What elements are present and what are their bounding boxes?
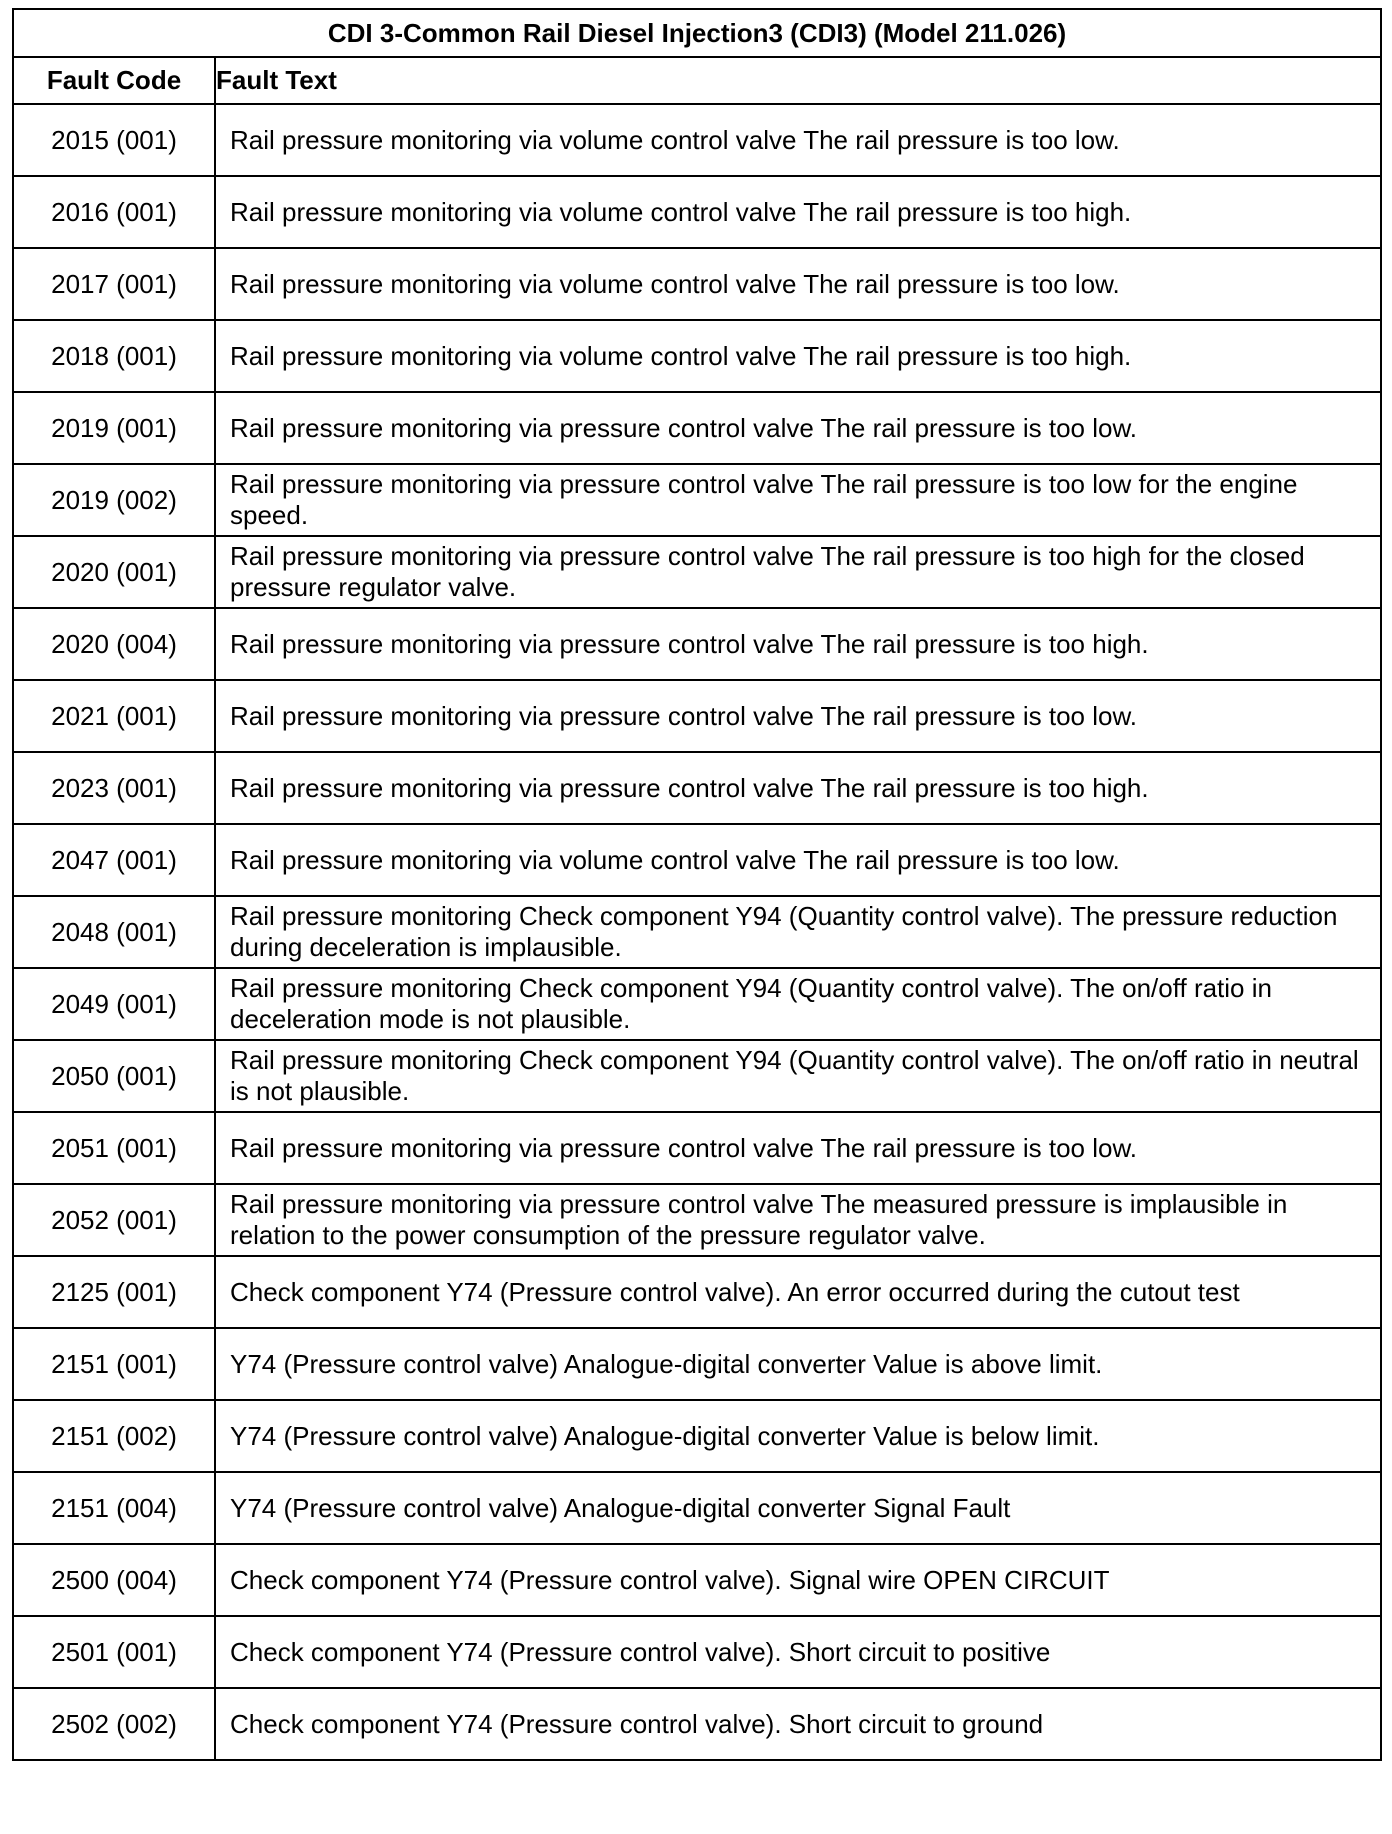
table-row <box>13 608 1381 680</box>
fault-text-cell: Check component Y74 (Pressure control valve). Short circuit to positive <box>215 1616 1381 1688</box>
fault-text-cell: Rail pressure monitoring via volume control valve The rail pressure is too low. <box>215 104 1381 176</box>
fault-text-cell: Rail pressure monitoring Check component Y94 (Quantity control valve). The pressure reduction during deceleration is implausible. <box>215 896 1381 968</box>
table-row <box>13 896 1381 968</box>
fault-code-table <box>12 8 1382 1761</box>
fault-code-cell: 2125 (001) <box>13 1256 215 1328</box>
table-row <box>13 1184 1381 1256</box>
fault-text-cell: Rail pressure monitoring via pressure control valve The rail pressure is too high for the closed pressure regulator valve. <box>215 536 1381 608</box>
table-body <box>13 104 1381 1760</box>
table-row <box>13 1328 1381 1400</box>
table-row <box>13 752 1381 824</box>
fault-text-cell: Rail pressure monitoring via pressure control valve The rail pressure is too high. <box>215 752 1381 824</box>
fault-code-cell: 2151 (004) <box>13 1472 215 1544</box>
fault-code-cell: 2052 (001) <box>13 1184 215 1256</box>
fault-code-cell: 2047 (001) <box>13 824 215 896</box>
fault-code-cell: 2048 (001) <box>13 896 215 968</box>
fault-text-cell: Y74 (Pressure control valve) Analogue-digital converter Value is below limit. <box>215 1400 1381 1472</box>
fault-text-cell: Rail pressure monitoring via pressure control valve The rail pressure is too low. <box>215 680 1381 752</box>
fault-text-cell: Rail pressure monitoring via pressure control valve The rail pressure is too low. <box>215 392 1381 464</box>
table-row <box>13 680 1381 752</box>
table-row <box>13 968 1381 1040</box>
table-row <box>13 320 1381 392</box>
fault-code-cell: 2050 (001) <box>13 1040 215 1112</box>
table-row <box>13 248 1381 320</box>
table-row <box>13 176 1381 248</box>
fault-code-cell: 2501 (001) <box>13 1616 215 1688</box>
table-title-row <box>13 9 1381 57</box>
table-row <box>13 1544 1381 1616</box>
fault-text-cell: Check component Y74 (Pressure control valve). Signal wire OPEN CIRCUIT <box>215 1544 1381 1616</box>
table-header-row <box>13 57 1381 104</box>
fault-text-cell: Check component Y74 (Pressure control valve). An error occurred during the cutout test <box>215 1256 1381 1328</box>
table-row <box>13 536 1381 608</box>
table-row <box>13 1040 1381 1112</box>
table-row <box>13 1256 1381 1328</box>
fault-code-cell: 2019 (001) <box>13 392 215 464</box>
fault-code-header: Fault Code <box>13 57 215 104</box>
fault-text-cell: Y74 (Pressure control valve) Analogue-digital converter Value is above limit. <box>215 1328 1381 1400</box>
fault-code-cell: 2051 (001) <box>13 1112 215 1184</box>
fault-text-cell: Rail pressure monitoring via pressure control valve The measured pressure is implausible in relation to the power consumption of the pressure regulator valve. <box>215 1184 1381 1256</box>
fault-text-cell: Rail pressure monitoring Check component Y94 (Quantity control valve). The on/off ratio in neutral is not plausible. <box>215 1040 1381 1112</box>
fault-code-cell: 2016 (001) <box>13 176 215 248</box>
fault-code-cell: 2502 (002) <box>13 1688 215 1760</box>
fault-code-cell: 2019 (002) <box>13 464 215 536</box>
fault-text-cell: Rail pressure monitoring via volume control valve The rail pressure is too high. <box>215 176 1381 248</box>
fault-code-cell: 2015 (001) <box>13 104 215 176</box>
table-row <box>13 824 1381 896</box>
fault-code-cell: 2021 (001) <box>13 680 215 752</box>
fault-code-cell: 2020 (004) <box>13 608 215 680</box>
fault-code-cell: 2023 (001) <box>13 752 215 824</box>
fault-text-cell: Rail pressure monitoring via pressure control valve The rail pressure is too high. <box>215 608 1381 680</box>
fault-text-cell: Rail pressure monitoring via volume control valve The rail pressure is too low. <box>215 248 1381 320</box>
table-title: CDI 3-Common Rail Diesel Injection3 (CDI3) (Model 211.026) <box>13 9 1381 57</box>
fault-code-cell: 2049 (001) <box>13 968 215 1040</box>
fault-code-cell: 2017 (001) <box>13 248 215 320</box>
fault-text-cell: Rail pressure monitoring via pressure control valve The rail pressure is too low. <box>215 1112 1381 1184</box>
table-row <box>13 464 1381 536</box>
fault-code-cell: 2500 (004) <box>13 1544 215 1616</box>
fault-text-cell: Rail pressure monitoring Check component Y94 (Quantity control valve). The on/off ratio in deceleration mode is not plausible. <box>215 968 1381 1040</box>
fault-text-cell: Y74 (Pressure control valve) Analogue-digital converter Signal Fault <box>215 1472 1381 1544</box>
fault-text-cell: Rail pressure monitoring via volume control valve The rail pressure is too high. <box>215 320 1381 392</box>
table-row <box>13 104 1381 176</box>
fault-code-cell: 2151 (001) <box>13 1328 215 1400</box>
fault-text-cell: Rail pressure monitoring via pressure control valve The rail pressure is too low for the engine speed. <box>215 464 1381 536</box>
fault-text-header: Fault Text <box>215 57 1381 104</box>
fault-code-cell: 2151 (002) <box>13 1400 215 1472</box>
table-row <box>13 1472 1381 1544</box>
table-row <box>13 1400 1381 1472</box>
fault-code-cell: 2020 (001) <box>13 536 215 608</box>
table-row <box>13 1688 1381 1760</box>
table-row <box>13 1616 1381 1688</box>
fault-text-cell: Rail pressure monitoring via volume control valve The rail pressure is too low. <box>215 824 1381 896</box>
fault-code-cell: 2018 (001) <box>13 320 215 392</box>
table-row <box>13 392 1381 464</box>
fault-text-cell: Check component Y74 (Pressure control valve). Short circuit to ground <box>215 1688 1381 1760</box>
table-row <box>13 1112 1381 1184</box>
